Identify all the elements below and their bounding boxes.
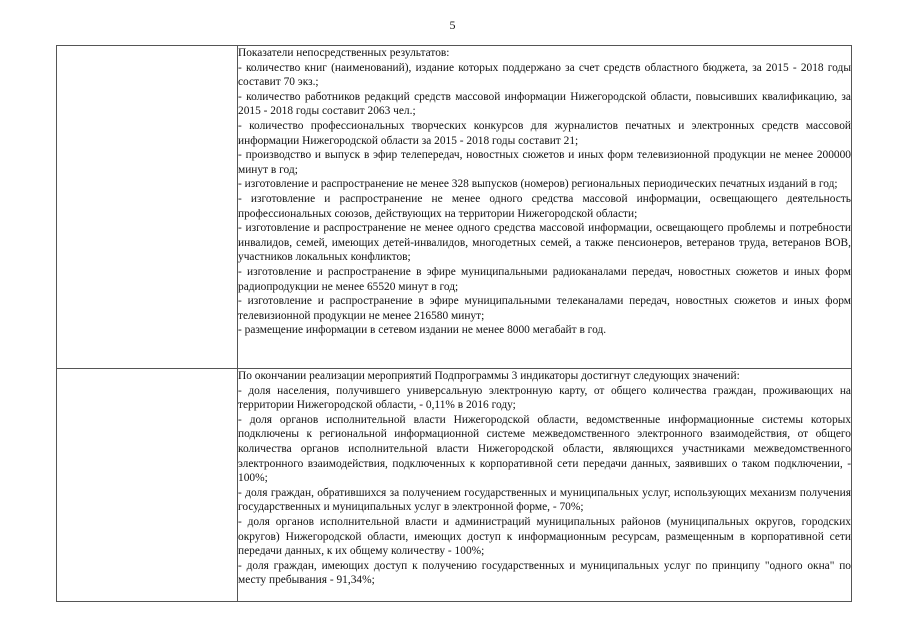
list-item: - изготовление и распространение не менее одного средства массовой информации, освещающего деятельность профессиональных союзов, действующих на территории Нижегородской области; <box>238 192 851 220</box>
table-row <box>57 369 852 602</box>
right-cell <box>238 46 852 369</box>
page-number: 5 <box>449 18 456 32</box>
list-item: - размещение информации в сетевом издании не менее 8000 мегабайт в год. <box>238 324 607 337</box>
section-heading: Показатели непосредственных результатов: <box>238 47 450 59</box>
table-row <box>57 46 852 369</box>
list-item: - производство и выпуск в эфир телепередач, новостных сюжетов и иных форм телевизионной продукции не менее 200000 минут в год; <box>238 149 851 176</box>
list-item: - доля граждан, обратившихся за получением государственных и муниципальных услуг, использующих механизм получения государственных и муниципальных услуг в электронной форме, - 70%; <box>238 486 851 514</box>
list-item: - доля граждан, имеющих доступ к получению государственных и муниципальных услуг по принципу "одного окна" по месту пребывания - 91,34%; <box>238 559 851 587</box>
list-item: - количество профессиональных творческих конкурсов для журналистов печатных и электронных средств массовой информации Нижегородской области за 2015 - 2018 годы составит 21; <box>238 119 851 147</box>
left-cell <box>57 46 238 369</box>
list-item: - доля населения, получившего универсальную электронную карту, от общего количества граждан, проживающих на территории Нижегородской области, - 0,11% в 2016 году; <box>238 384 851 412</box>
content-table <box>56 45 852 602</box>
list-item: - доля органов исполнительной власти Нижегородской области, ведомственные информационные системы которых подключены к региональной информационной системе межведомственного электронного взаимодействия, от общего количества органов исполнительной власти Нижегородской области, являющихся участниками межведомственного электронного взаимодействия, подключенных к корпоративной сети передачи данных, заявивших о таком подключении, - 100%; <box>238 413 851 485</box>
list-item: - изготовление и распространение в эфире муниципальными телеканалами передач, новостных сюжетов и иных форм телевизионной продукции не менее 216580 минут; <box>238 295 851 322</box>
list-item: - количество работников редакций средств массовой информации Нижегородской области, повысивших квалификацию, за 2015 - 2018 годы составит 2063 чел.; <box>238 90 851 118</box>
list-item: - изготовление и распространение в эфире муниципальными радиоканалами передач, новостных сюжетов и иных форм радиопродукции не менее 65520 минут в год; <box>238 265 851 293</box>
left-cell <box>57 369 238 602</box>
right-cell <box>238 369 852 602</box>
list-item: - изготовление и распространение не менее одного средства массовой информации, освещающего проблемы и потребности инвалидов, семей, имеющих детей-инвалидов, многодетных семей, а также пенсионеров, ветеранов труда, ветеранов ВОВ, участников локальных конфликтов; <box>238 222 851 264</box>
list-item: - изготовление и распространение не менее 328 выпусков (номеров) региональных периодических печатных изданий в год; <box>238 178 838 191</box>
list-item: - доля органов исполнительной власти и администраций муниципальных районов (муниципальных округов, городских округов) Нижегородской области, имеющих доступ к информационным ресурсам, размещенным в корпоративной сети передачи данных, к их общему количеству - 100%; <box>238 515 851 558</box>
list-item: - количество книг (наименований), издание которых поддержано за счет средств областного бюджета, за 2015 - 2018 годы составит 70 экз.; <box>238 61 851 89</box>
section-heading: По окончании реализации мероприятий Подпрограммы 3 индикаторы достигнут следующих значений: <box>238 370 740 382</box>
